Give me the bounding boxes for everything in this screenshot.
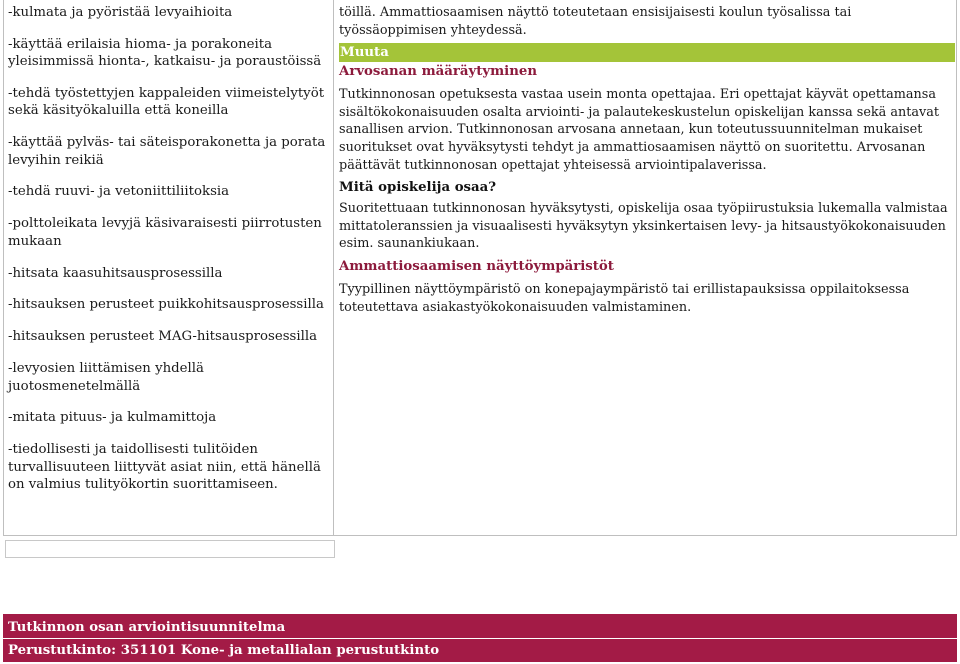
mita-heading: Mitä opiskelija osaa? [339, 180, 497, 196]
column-divider [333, 0, 334, 536]
ymparisto-heading: Ammattiosaamisen näyttöympäristöt [339, 258, 614, 274]
arvosanan-heading: Arvosanan määräytyminen [339, 64, 538, 80]
intro-text: töillä. Ammattiosaamisen näyttö toteutetaan ensisijaisesti koulun työsalissa tai työssäoppimisen yhteydessä. [339, 5, 852, 38]
arvosanan-text: Tutkinnonosan opetuksesta vastaa usein monta opettajaa. Eri opettajat käyvät opettamansa sisältökokonaisuuden osalta arviointi- ja palautekeskustelun opiskelijan kanssa sekä antavat sanallisen arvion. Tutkinnonosan arvosana annetaan, kun toteutussuunnitelman mukaiset suoritukset ovat hyväksytysti tehdyt ja ammattiosaamisen näyttö on suoritettu. Arvosanan päättävät tutkinnonosan opettajat yhteisessä arviointipalaverissa. [339, 87, 940, 173]
list-item: -mitata pituus- ja kulmamittoja [8, 410, 217, 426]
mita-text: Suoritettuaan tutkinnonosan hyväksytysti, opiskelija osaa työpiirustuksia lukemalla valmistaa mittatoleranssien ja visuaalisesti hyväksytyn yksinkertaisen levy- ja hitsaustyökokonaisuuden esim. saunankiukaan. [339, 201, 948, 252]
footer-separator [3, 638, 957, 639]
list-item: -hitsata kaasuhitsausprosessilla [8, 265, 223, 281]
list-item: -käyttää erilaisia hioma- ja porakoneita yleisimmissä hionta-, katkaisu- ja poraustöissä [8, 36, 322, 70]
list-item: -hitsauksen perusteet puikkohitsausprosessilla [8, 297, 324, 313]
left-column [8, 4, 333, 508]
list-item: -tehdä ruuvi- ja vetoniittiliitoksia [8, 184, 230, 200]
list-item: -tiedollisesti ja taidollisesti tulitöiden turvallisuuteen liittyvät asiat niin, että hänellä on valmius tulityökortin suorittamiseen. [8, 442, 321, 492]
list-item: -levyosien liittämisen yhdellä juotosmenetelmällä [8, 361, 204, 394]
footer-banner [3, 614, 957, 662]
muuta-section-bar: Muuta [339, 43, 955, 62]
footer-degree: Perustutkinto: 351101 Kone- ja metallialan perustutkinto [8, 643, 440, 658]
footer-title: Tutkinnon osan arviointisuunnitelma [8, 620, 286, 635]
list-item: -kulmata ja pyöristää levyaihioita [8, 5, 233, 20]
list-item: -polttoleikata levyjä käsivaraisesti piirrotusten mukaan [8, 216, 322, 249]
empty-table-row [5, 540, 335, 558]
right-column [339, 4, 955, 316]
list-item: -käyttää pylväs- tai säteisporakonetta ja porata levyihin reikiä [8, 135, 326, 168]
ymparisto-text: Tyypillinen näyttöympäristö on konepajaympäristö tai erillistapauksissa oppilaitoksessa toteutettava asiakastyökokonaisuuden valmistaminen. [339, 281, 910, 315]
list-item: -hitsauksen perusteet MAG-hitsausprosessilla [8, 329, 318, 345]
list-item: -tehdä työstettyjen kappaleiden viimeistelytyöt sekä käsityökaluilla että koneilla [8, 86, 325, 119]
